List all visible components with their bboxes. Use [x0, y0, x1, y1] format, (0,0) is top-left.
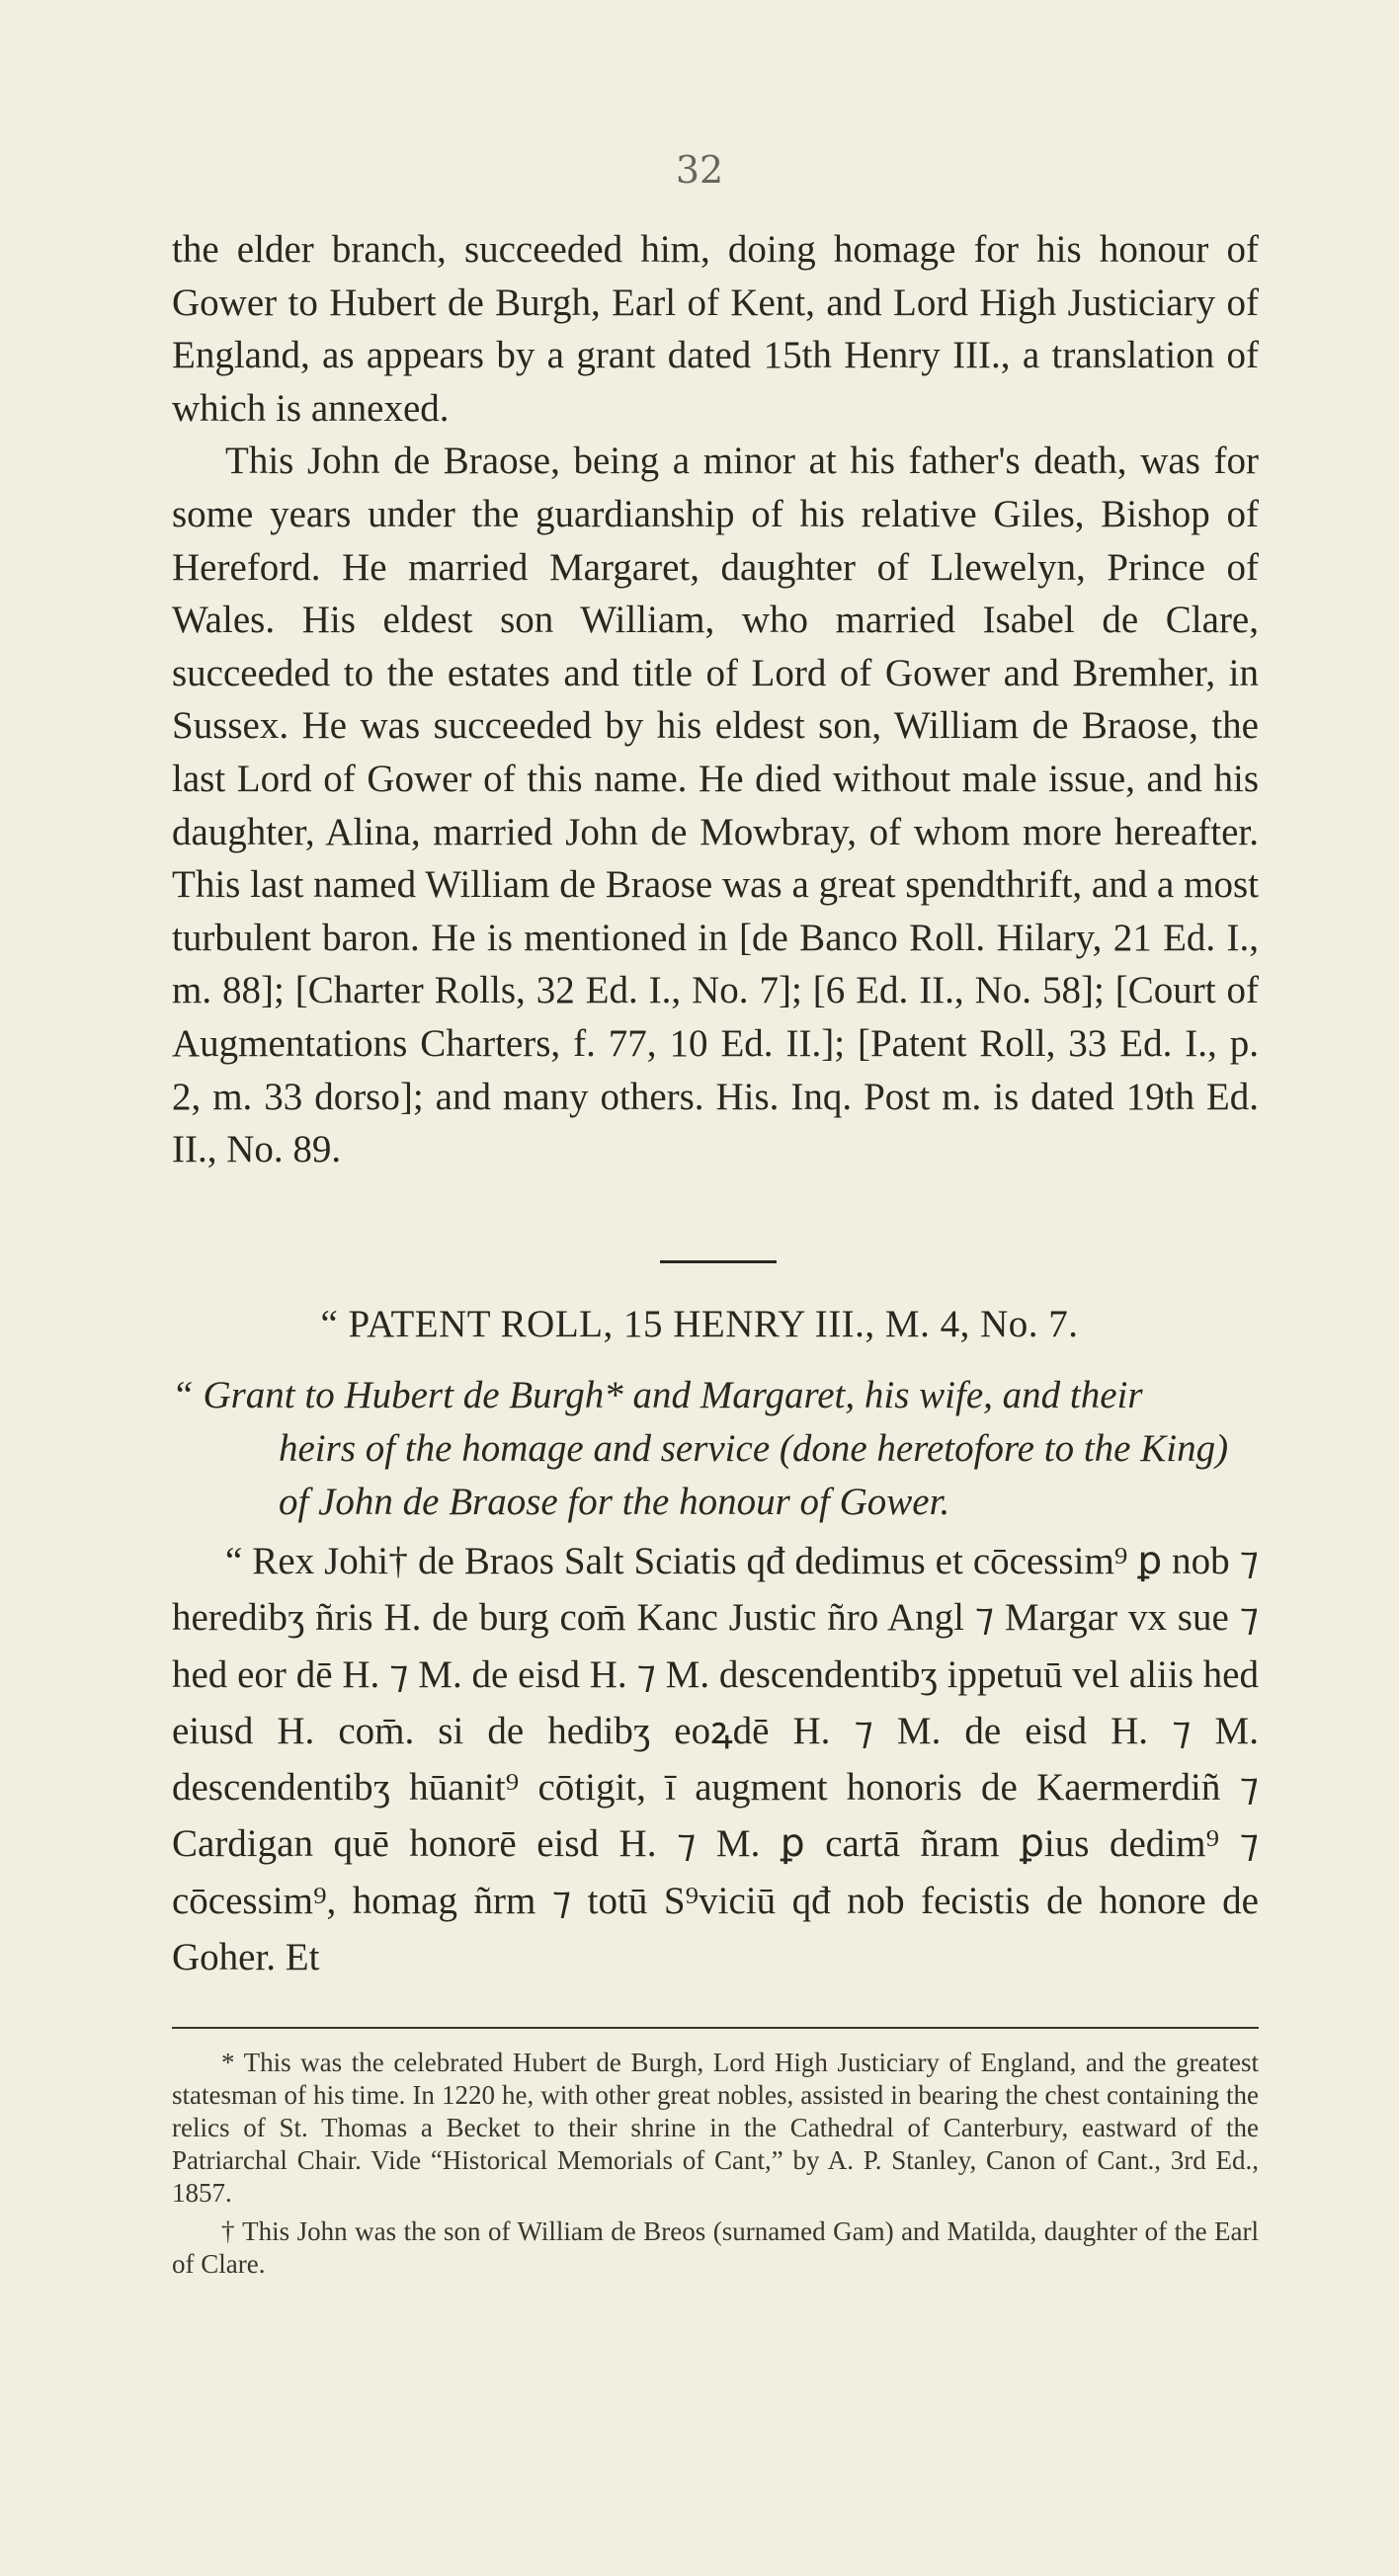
- paragraph-elder-branch: the elder branch, succeeded him, doing homage for his honour of Gower to Hubert de Burgh, Earl of Kent, and Lord High Justiciary of England, as appears by a grant dated 15th Henry III., a translation of which is annexed.: [172, 228, 1259, 430]
- footnote-divider: [172, 2027, 1259, 2029]
- charter-heading: “ PATENT ROLL, 15 HENRY III., M. 4, No. 7.: [320, 1303, 1079, 1345]
- grant-line-rest: heirs of the homage and service (done heretofore to the King) of John de Braose for the honour of Gower.: [279, 1427, 1229, 1523]
- footnote-hubert: * This was the celebrated Hubert de Burgh, Lord High Justiciary of England, and the greatest statesman of his time. In 1220 he, with other great nobles, assisted in bearing the chest containing the relics of St. Thomas a Becket to their shrine in the Cathedral of Canterbury, eastward of the Patriarchal Chair. Vide “Historical Memorials of Cant,” by A. P. Stanley, Canon of Cant., 3rd Ed., 1857.: [172, 2048, 1259, 2208]
- main-text: [172, 223, 1259, 1176]
- section-divider: [660, 1260, 777, 1263]
- paragraph-john-de-braose: This John de Braose, being a minor at his father's death, was for some years under the guardianship of his relative Giles, Bishop of Hereford. He married Margaret, daughter of Llewelyn, Prince of Wales. His eldest son William, who married Isabel de Clare, succeeded to the estates and title of Lord of Gower and Bremher, in Sussex. He was succeeded by his eldest son, William de Braose, the last Lord of Gower of this name. He died without male issue, and his daughter, Alina, married John de Mowbray, of whom more hereafter. This last named William de Braose was a great spendthrift, and a most turbulent baron. He is mentioned in [de Banco Roll. Hilary, 21 Ed. I., m. 88]; [Charter Rolls, 32 Ed. I., No. 7]; [6 Ed. II., No. 58]; [Court of Augmentations Charters, f. 77, 10 Ed. II.]; [Patent Roll, 33 Ed. I., p. 2, m. 33 dorso]; and many others. His. Inq. Post m. is dated 19th Ed. II., No. 89.: [172, 440, 1259, 1171]
- grant-description: [172, 1369, 1259, 1529]
- page-number: 32: [675, 148, 724, 192]
- latin-charter-text: “ Rex Johi† de Braos Salt Sciatis qđ dedimus et cōcessim⁹ ꝑ nob ⁊ heredibʒ ñris H. de burg com̄ Kanc Justic ñro Angl ⁊ Margar vx sue ⁊ hed eor dē H. ⁊ M. de eisd H. ⁊ M. descendentibʒ ippetuū vel aliis hed eiusd H. com̄. si de hedibʒ eoꝝdē H. ⁊ M. de eisd H. ⁊ M. descendentibʒ hūanit⁹ cōtigit, ī augment honoris de Kaermerdiñ ⁊ Cardigan quē honorē eisd H. ⁊ M. ꝑ cartā ñram ꝑius dedim⁹ ⁊ cōcessim⁹, homag ñrm ⁊ totū S⁹viciū qđ nob fecistis de honore de Goher. Et: [172, 1540, 1259, 1979]
- grant-line-1: “ Grant to Hubert de Burgh* and Margaret, his wife, and their: [172, 1374, 1143, 1416]
- footnote-john: † This John was the son of William de Breos (surnamed Gam) and Matilda, daughter of the Earl of Clare.: [172, 2216, 1259, 2279]
- footnotes: [172, 2047, 1259, 2287]
